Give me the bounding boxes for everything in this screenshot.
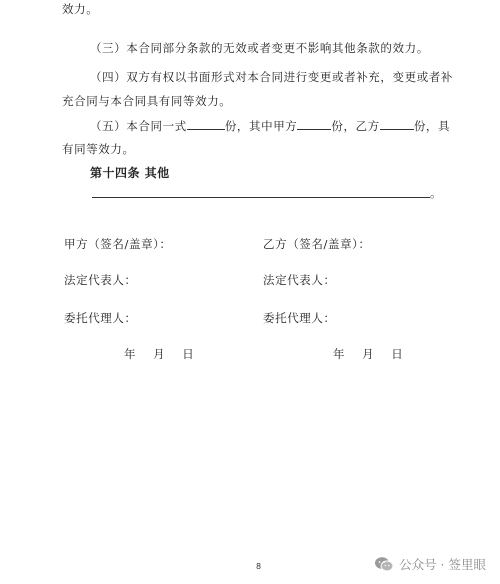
clause-3: （三）本合同部分条款的无效或者变更不影响其他条款的效力。: [90, 41, 429, 55]
watermark: [374, 555, 486, 573]
clause-5-part-a: （五）本合同一式: [90, 119, 187, 133]
clause-5-part-c: 份，乙方: [331, 119, 380, 133]
blank-line-end: 。: [430, 186, 443, 200]
party-b-date: 年 月 日: [333, 347, 404, 361]
wechat-icon: [374, 556, 394, 572]
clause-5-part-d: 份，具: [413, 119, 451, 133]
clause-5-line-1: [90, 119, 450, 133]
party-b-legal-rep-label: 法定代表人：: [263, 273, 336, 287]
party-a-agent-label: 委托代理人：: [64, 311, 137, 325]
blank-line: [92, 197, 430, 198]
blank-total-copies: [187, 119, 225, 130]
watermark-text: 公众号 · 签里眼: [399, 557, 486, 572]
clause-4-line-1: （四）双方有权以书面形式对本合同进行变更或者补充，变更或者补: [90, 70, 453, 84]
clause-4-line-2: 充合同与本合同具有同等效力。: [62, 94, 232, 108]
blank-party-a-copies: [297, 119, 331, 130]
clause-5-line-2: 有同等效力。: [62, 142, 135, 156]
continued-text: 效力。: [62, 2, 99, 16]
page-number: 8: [256, 562, 262, 571]
party-b-agent-label: 委托代理人：: [263, 311, 336, 325]
section-title: 第十四条 其他: [90, 166, 170, 180]
party-a-signature-label: 甲方（签名/盖章）：: [64, 237, 172, 251]
party-b-signature-label: 乙方（签名/盖章）：: [263, 237, 371, 251]
party-a-legal-rep-label: 法定代表人：: [64, 273, 137, 287]
party-a-date: 年 月 日: [124, 347, 195, 361]
clause-5-part-b: 份，其中甲方: [224, 119, 298, 133]
blank-party-b-copies: [380, 119, 414, 130]
